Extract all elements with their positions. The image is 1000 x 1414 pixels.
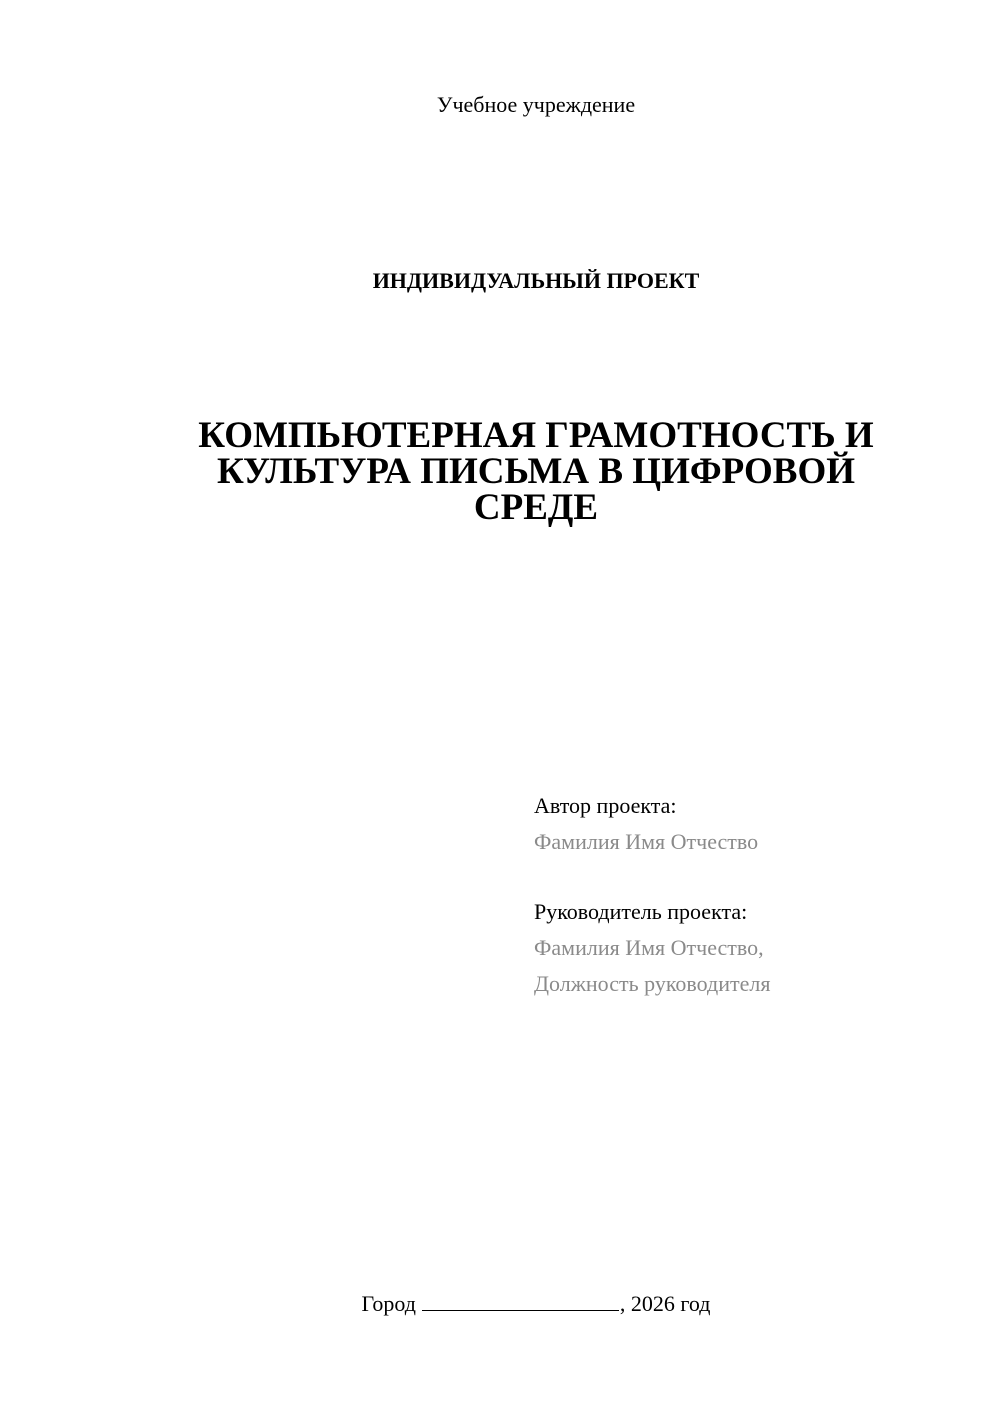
project-title-line-2: КУЛЬТУРА ПИСЬМА В ЦИФРОВОЙ [216,451,856,492]
supervisor-name: Фамилия Имя Отчество, [534,935,764,960]
city-blank-line [422,1290,619,1311]
document-type: ИНДИВИДУАЛЬНЫЙ ПРОЕКТ [372,268,700,293]
project-title-line-1: КОМПЬЮТЕРНАЯ ГРАМОТНОСТЬ И [198,415,874,456]
city-label: Город [361,1291,416,1316]
credits-spacer [534,860,964,894]
project-title [170,415,902,528]
credits-block [534,788,964,1002]
project-title-line-3: СРЕДЕ [473,487,599,528]
footer-city-year [0,1290,1000,1318]
supervisor-position: Должность руководителя [534,971,771,996]
author-label: Автор проекта: [534,793,677,818]
author-name: Фамилия Имя Отчество [534,829,759,854]
supervisor-label: Руководитель проекта: [534,899,748,924]
year-text: , 2026 год [619,1291,711,1316]
institution-name: Учебное учреждение [436,92,636,117]
